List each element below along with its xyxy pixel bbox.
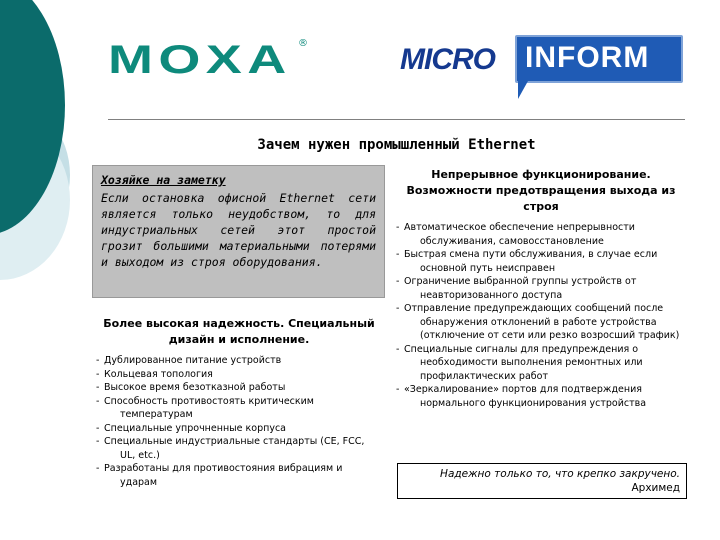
list-item: - Автоматическое обеспечение непрерывности обслуживания, самовосстановление	[396, 222, 635, 247]
note-box	[92, 165, 385, 298]
list-item: - Разработаны для противостояния вибрациям и ударам	[96, 463, 343, 488]
list-item: - Способность противостоять критическим температурам	[96, 395, 314, 420]
list-item: - Высокое время безотказной работы	[96, 382, 286, 393]
moxa-logo	[108, 38, 308, 82]
note-text: Если остановка офисной Ethernet сети является только неудобством, то для индустриальных сетей этот простой грозит большими материальными потерями и выходом из строя оборудования.	[101, 191, 376, 269]
moxa-logo-text: MOXA	[108, 38, 292, 82]
list-item: - «Зеркалирование» портов для подтверждения нормального функционирования устройства	[396, 384, 647, 409]
list-item: - Дублированное питание устройств	[96, 355, 282, 366]
list-item: - Специальные упрочненные корпуса	[96, 422, 286, 434]
list-item: - Отправление предупреждающих сообщений после обнаружения отклонений в работе устройства (отключение от сети или резко возросший трафик)	[396, 303, 680, 341]
list-item: - Ограничение выбранной группы устройств от неавторизованного доступа	[396, 276, 637, 301]
reliability-list	[96, 354, 382, 489]
list-item: - Кольцевая топология	[96, 368, 213, 380]
reliability-title: Более высокая надежность. Специальный дизайн и исполнение.	[103, 317, 375, 346]
page-title: Зачем нужен промышленный Ethernet	[257, 137, 536, 153]
list-item: - Быстрая смена пути обслуживания, в случае если основной путь неисправен	[396, 249, 658, 274]
quote-text: Надежно только то, что крепко закручено.	[440, 468, 680, 480]
continuity-section	[396, 167, 686, 410]
microinform-logo-micro: MICRO	[400, 43, 495, 76]
header-divider	[108, 119, 685, 120]
quote-box	[397, 463, 687, 499]
moxa-registered-mark: ®	[298, 38, 308, 49]
reliability-section	[96, 316, 382, 489]
list-item: - Специальные индустриальные стандарты (CE, FCC, UL, etc.)	[96, 436, 365, 461]
list-item: - Специальные сигналы для предупреждения о необходимости выполнения ремонтных или профилактических работ	[396, 343, 643, 382]
note-heading: Хозяйке на заметку	[101, 173, 226, 187]
continuity-list	[396, 221, 686, 410]
continuity-title: Непрерывное функционирование. Возможности предотвращения выхода из строя	[406, 168, 676, 213]
microinform-logo	[400, 35, 685, 103]
quote-author: Архимед	[631, 482, 680, 494]
microinform-logo-inform: INFORM	[525, 41, 650, 74]
microinform-logo-tail	[518, 81, 528, 99]
